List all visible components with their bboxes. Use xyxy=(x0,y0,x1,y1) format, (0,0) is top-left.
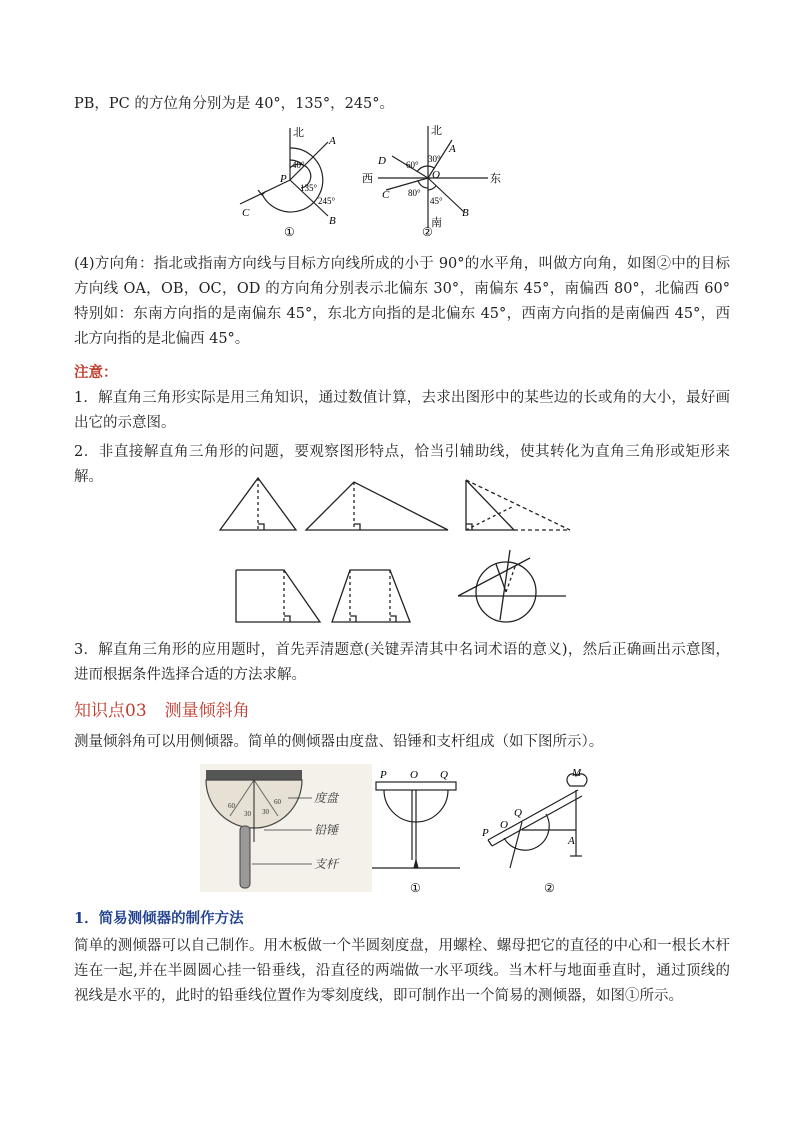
point-c-label: C xyxy=(382,189,390,201)
auxiliary-line-figures xyxy=(210,472,590,632)
point-o-label: O xyxy=(410,769,418,781)
svg-text:30: 30 xyxy=(262,808,269,816)
direction-angle-paragraph: (4)方向角：指北或指南方向线与目标方向线所成的小于 90°的水平角，叫做方向角，如图②中的目标方向线 OA，OB，OC，OD 的方向角分别表示北偏东 30°，南偏东 45°，南偏西 80°，北偏西 60°特别如：东南方向指的是南偏东 45°，东北方向指的是北偏东 45°，西南方向指的是南偏西 45°，西北方向指的是北偏西 45°。 xyxy=(74,256,730,347)
point-p-label: P xyxy=(380,769,387,781)
point-b-label: B xyxy=(329,215,336,227)
point-a-label: A xyxy=(568,835,575,847)
plumb-label: 铅锤 xyxy=(314,823,339,837)
angle-45-label: 45° xyxy=(430,196,443,206)
south-label: 南 xyxy=(431,217,442,229)
figure-caption: ② xyxy=(422,225,433,239)
angle-135-label: 135° xyxy=(300,183,318,193)
point-b-label: B xyxy=(462,207,469,219)
point-q-label: Q xyxy=(514,807,522,819)
note-item-3: 3．解直角三角形的应用题时，首先弄清题意(关键弄清其中名词术语的意义)，然后正确画出示意图，进而根据条件选择合适的方法求解。 xyxy=(74,642,730,683)
section-heading xyxy=(74,696,250,721)
svg-text:60: 60 xyxy=(228,802,235,810)
point-q-label: Q xyxy=(440,769,448,781)
dial-label: 度盘 xyxy=(314,791,339,805)
angle-245-label: 245° xyxy=(318,196,336,206)
intro-line: PB，PC 的方位角分别为是 40°，135°，245°。 xyxy=(74,96,395,112)
west-label: 西 xyxy=(362,173,373,185)
section-number: 知识点03 xyxy=(74,701,147,721)
note-item-2: 2．非直接解直角三角形的问题，要观察图形特点，恰当引辅助线，使其转化为直角三角形或矩形来解。 xyxy=(74,444,730,485)
note-label: 注意： xyxy=(74,364,118,381)
svg-text:60: 60 xyxy=(274,798,281,806)
figure-caption: ① xyxy=(410,881,421,895)
figure-caption: ① xyxy=(284,225,295,239)
point-o-label: O xyxy=(432,169,440,181)
east-label: 东 xyxy=(490,173,501,185)
rod-label: 支杆 xyxy=(314,857,339,871)
point-c-label: C xyxy=(242,207,250,219)
figure-caption: ② xyxy=(544,881,555,895)
bearing-figure-2 xyxy=(358,120,508,240)
angle-60-label: 60° xyxy=(406,160,419,170)
angle-30-label: 30° xyxy=(428,154,441,164)
point-o-label: O xyxy=(500,819,508,831)
point-p-label: P xyxy=(482,827,489,839)
inclinometer-figure-1 xyxy=(370,764,462,896)
point-a-label: A xyxy=(329,135,336,147)
point-p-label: P xyxy=(280,173,287,185)
making-paragraph: 简单的测倾器可以自己制作。用木板做一个半圆刻度盘，用螺栓、螺母把它的直径的中心和一根长木杆连在一起,并在半圆圆心挂一铅垂线，沿直径的两端做一水平项线。当木杆与地面垂直时，通过顶线的视线是水平的，此时的铅垂线位置作为零刻度线，即可制作出一个简易的测倾器，如图①所示。 xyxy=(74,938,730,1004)
north-label: 北 xyxy=(293,127,304,139)
svg-text:30: 30 xyxy=(244,810,251,818)
subheading: 1．简易测倾器的制作方法 xyxy=(74,910,244,927)
section-title: 测量倾斜角 xyxy=(164,701,250,721)
angle-80-label: 80° xyxy=(408,188,421,198)
point-a-label: A xyxy=(449,143,456,155)
bearing-figure-1 xyxy=(228,120,358,240)
point-d-label: D xyxy=(378,155,386,167)
north-label: 北 xyxy=(431,125,442,137)
point-m-label: M xyxy=(572,767,582,779)
inclinometer-photo xyxy=(200,764,372,892)
note-item-1: 1．解直角三角形实际是用三角知识，通过数值计算，去求出图形中的某些边的长或角的大小，最好画出它的示意图。 xyxy=(74,390,730,431)
inclinometer-figure-2 xyxy=(476,764,606,896)
angle-40-label: 40° xyxy=(292,160,305,170)
measure-intro: 测量倾斜角可以用侧倾器。简单的侧倾器由度盘、铅锤和支杆组成（如下图所示）。 xyxy=(74,734,604,750)
